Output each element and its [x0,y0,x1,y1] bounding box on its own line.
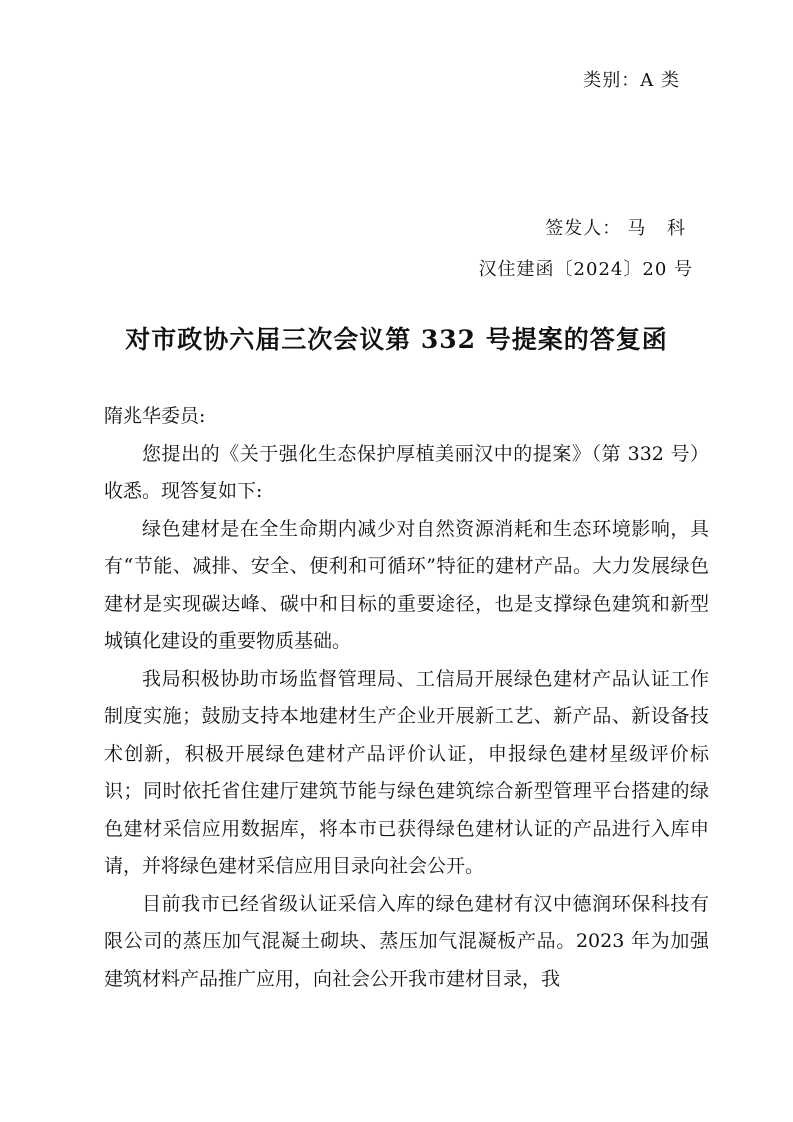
document-body [104,398,709,998]
document-title: 对市政协六届三次会议第 332 号提案的答复函 [125,325,668,354]
category-label: 类别：A 类 [583,70,680,91]
body-paragraph-4: 目前我市已经省级认证采信入库的绿色建材有汉中德润环保科技有限公司的蒸压加气混凝土砌块、蒸压加气混凝板产品。2023 年为加强建筑材料产品推广应用，向社会公开我市建材目录，我 [104,892,709,990]
signer-label: 签发人： [545,218,622,239]
body-paragraph-2: 绿色建材是在全生命期内减少对自然资源消耗和生态环境影响，具有“节能、减排、安全、便利和可循环”特征的建材产品。大力发展绿色建材是实现碳达峰、碳中和目标的重要途径，也是支撑绿色建筑和新型城镇化建设的重要物质基础。 [104,517,709,652]
signer-line [545,214,693,240]
document-number: 汉住建函〔2024〕20 号 [478,259,693,280]
salutation: 隋兆华委员: [104,405,206,427]
body-paragraph-3: 我局积极协助市场监督管理局、工信局开展绿色建材产品认证工作制度实施；鼓励支持本地建材生产企业开展新工艺、新产品、新设备技术创新，积极开展绿色建材产品评价认证，申报绿色建材星级评价标识；同时依托省住建厅建筑节能与绿色建筑综合新型管理平台搭建的绿色建材采信应用数据库，将本市已获得绿色建材认证的产品进行入库申请，并将绿色建材采信应用目录向社会公开。 [104,667,709,877]
body-paragraph-1: 您提出的《关于强化生态保护厚植美丽汉中的提案》（第 332 号）收悉。现答复如下: [104,442,709,502]
signer-name: 马 科 [627,218,693,239]
